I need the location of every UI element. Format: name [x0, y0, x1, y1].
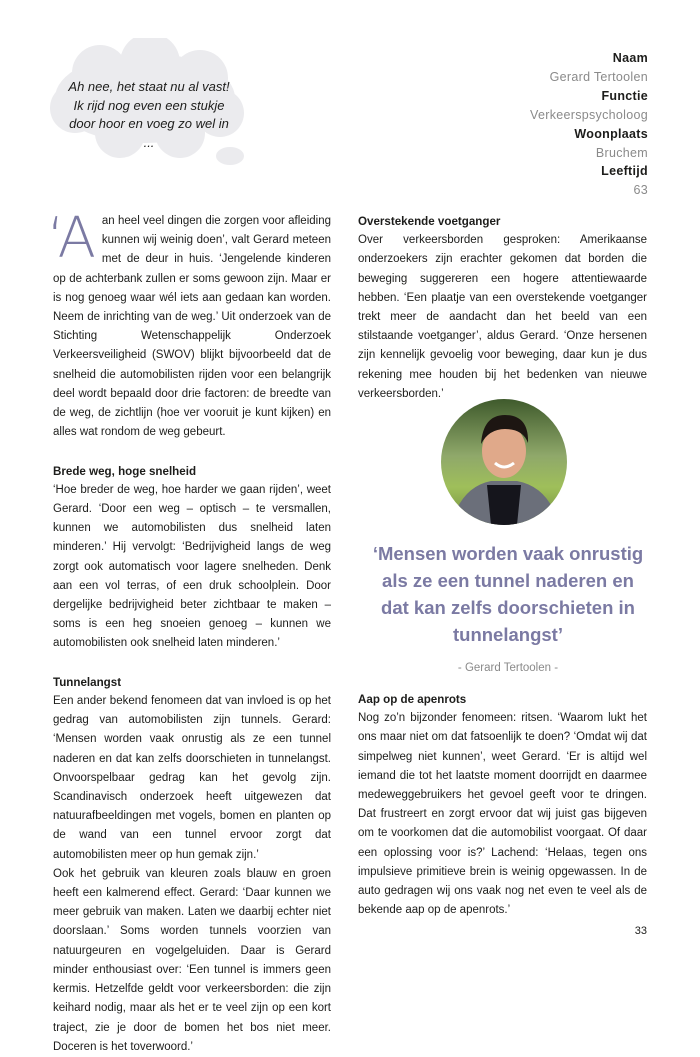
section-heading: Overstekende voetganger	[358, 215, 501, 228]
drop-cap-quote: ‘	[47, 206, 58, 271]
drop-cap-letter: A	[57, 206, 96, 271]
body-paragraph: Ook het gebruik van kleuren zoals blauw en groen heeft een kalmerend effect. Gerard: ‘Daar kunnen we meer gebruik van maken. Laten we daarbij echter niet doorslaan.’ Soms worden tunnels voorzien van natuurgeuren en vogelgeluiden. Daar is Gerard minder enthousiast over: ‘Een tunnel is immers geen kermis. Hetzelfde geldt voor verkeersborden: die zijn keihard nodig, maar als het er te veel zijn op een kort traject, zie je door de bomen het bos niet meer. Doceren is het toverwoord.’	[53, 867, 331, 1053]
right-column-lower	[358, 540, 647, 938]
profile-box	[530, 49, 648, 200]
profile-value: Gerard Tertoolen	[549, 69, 648, 84]
profile-label: Leeftijd	[601, 164, 648, 179]
section-heading: Tunnelangst	[53, 675, 122, 689]
body-paragraph: Nog zo’n bijzonder fenomeen: ritsen. ‘Waarom lukt het ons maar niet om dat fatsoenlijk te doen? ‘Omdat wij dat simpelweg niet kunnen’, weet Gerard. ‘Er is altijd wel iemand die tot het laatste moment doorrijdt en daarmee medeweggebruikers het gevoel geeft voor te dringen. Dat frustreert en zorgt ervoor dat wij juist gas bijgeven om te voorkomen dat die automobilist voorgaat. Of daar een oplossing voor is?’ Lachend: ‘Helaas, tegen ons impulsieve primitieve brein is weinig opgewassen. In de auto gedragen wij ons vaak nog net even te veel als de bekende aap op de apenrots.’	[358, 712, 647, 917]
drop-cap	[47, 206, 96, 271]
section-heading: Aap op de apenrots	[358, 693, 467, 706]
profile-value: Bruchem	[595, 145, 648, 160]
left-column	[47, 206, 331, 1057]
profile-label: Woonplaats	[574, 126, 648, 141]
profile-value: 63	[633, 183, 648, 198]
intro-text: an heel veel dingen die zorgen voor afleiding kunnen wij weinig doen’, valt Gerard meteen met de deur in huis. ‘Jengelende kinderen op de achterbank zullen er soms gewoon zijn. Maar er is nog genoeg waar wél iets aan gedaan kan worden. Neem de inrichting van de weg.’ Uit onderzoek van de Stichting Wetenschappelijk Onderzoek Verkeersveiligheid (SWOV) blijkt bijvoorbeeld dat de snelheid die automobilisten rijden voor een belangrijk deel wordt bepaald door drie factoren: de breedte van de weg, de zichtlijn (hoe ver vooruit je kunt kijken) en alles wat rondom de weg gebeurt.	[53, 215, 331, 439]
pull-quote: ‘Mensen worden vaak onrustig als ze een tunnel naderen en dat kan zelfs doorschieten in tunnelangst’	[372, 543, 644, 645]
portrait-photo	[441, 399, 567, 525]
body-paragraph: Een ander bekend fenomeen dat van invloed is op het gedrag van automobilisten zijn tunnels. Gerard: ‘Mensen worden vaak onrustig als ze een tunnel naderen en dat kan zelfs doorschieten in tunnelangst. Onvoorspelbaar gedrag kan het gevolg zijn. Scandinavisch onderzoek heeft uitgewezen dat natuurafbeeldingen met vogels, bomen en planten op de wand van een tunnel ervoor zorgt dat automobilisten meer op hun gemak zijn.’	[53, 695, 331, 861]
section-heading: Brede weg, hoge snelheid	[53, 464, 197, 478]
body-paragraph: Over verkeersborden gesproken: Amerikaanse onderzoekers zijn erachter gekomen dat borden die beweging suggereren een hogere attentiewaarde hebben. ‘Een plaatje van een overstekende voetganger trekt meer de aandacht dan het beeld van een stilstaande voetganger’, aldus Gerard. ‘Onze hersenen zijn kennelijk gevoelig voor beweging, daar kun je dus rekening mee houden bij het bedenken van nieuwe verkeersborden.’	[358, 234, 647, 400]
profile-label: Naam	[612, 51, 648, 65]
right-column	[358, 212, 647, 404]
profile-label: Functie	[601, 88, 648, 103]
page-number: 33	[634, 925, 647, 938]
section-aap-op-de-apenrots	[358, 690, 647, 920]
thought-bubble-text: Ah nee, het staat nu al vast! Ik rijd nog even een stukje door hoor en voeg zo wel in ...	[68, 79, 230, 150]
body-paragraph: ‘Hoe breder de weg, hoe harder we gaan rijden’, weet Gerard. ‘Door een weg – optisch – te versmallen, kunnen we automobilisten dus snelheid laten minderen.’ Hij vervolgt: ‘Bedrijvigheid langs de weg zorgt ook automatisch voor lagere snelheden. Denk aan een vol terras, of een druk schoolplein. Door dergelijke bedrijvigheid beter zichtbaar te maken – soms is een heg snoeien genoeg – kunnen we automobilisten ook snelheid laten minderen.’	[53, 483, 331, 650]
pull-quote-attribution: - Gerard Tertoolen -	[457, 662, 559, 674]
intro-paragraph	[47, 206, 331, 442]
profile-value: Verkeerspsycholoog	[530, 107, 648, 122]
